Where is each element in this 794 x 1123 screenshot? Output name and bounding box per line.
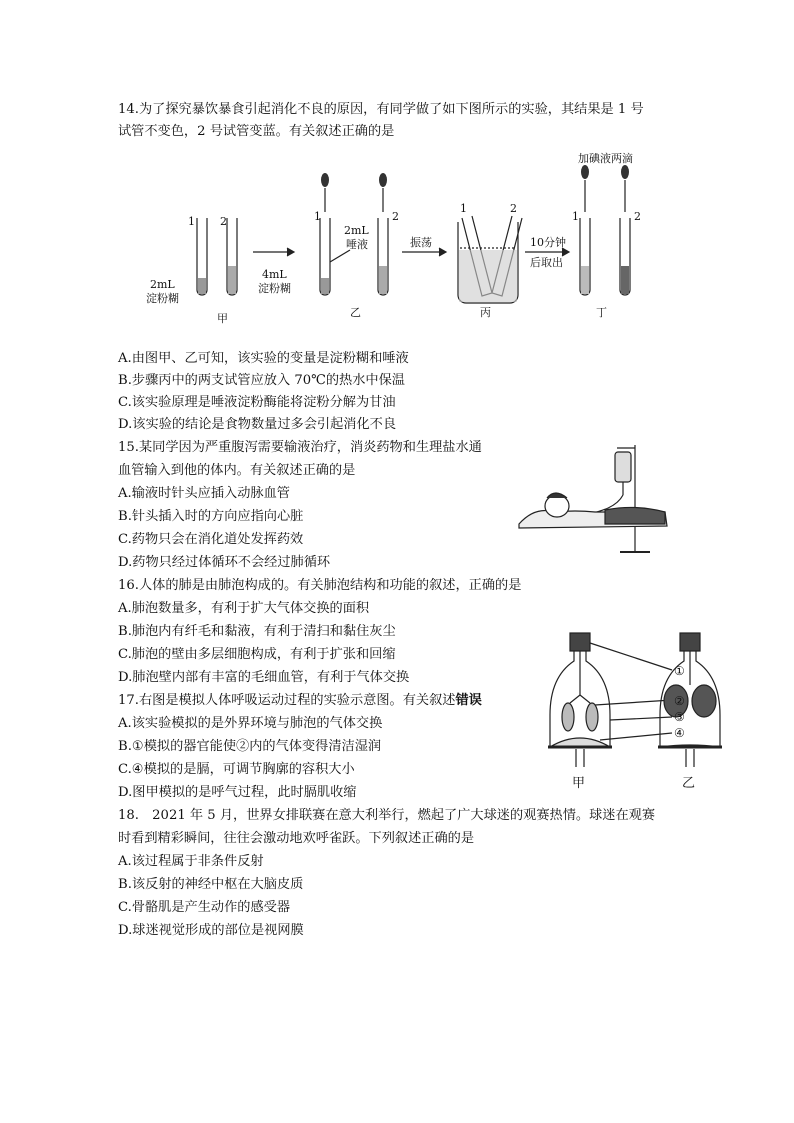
q16-option-a: A.肺泡数量多，有利于扩大气体交换的面积 [118, 601, 370, 616]
q15-option-b: B.针头插入时的方向应指向心脏 [118, 509, 304, 524]
yi-tube2-label: 2 [392, 210, 399, 223]
q14-option-b: B.步骤丙中的两支试管应放入 70℃的热水中保温 [118, 373, 405, 388]
iodine-label: 加碘液两滴 [578, 152, 633, 165]
q18-option-b: B.该反射的神经中枢在大脑皮质 [118, 877, 304, 892]
q15-option-d: D.药物只经过体循环不会经过肺循环 [118, 555, 331, 570]
take-out-label: 后取出 [530, 256, 563, 269]
q17-option-b: B.①模拟的器官能使②内的气体变得清洁湿润 [118, 739, 382, 754]
q18-stem-line2: 时看到精彩瞬间，往往会激动地欢呼雀跃。下列叙述正确的是 [118, 831, 475, 846]
caption-ding: 丁 [596, 306, 607, 319]
caption-bing: 丙 [480, 306, 491, 319]
q15-option-c: C.药物只会在消化道处发挥药效 [118, 532, 304, 547]
label-n3: ③ [674, 710, 685, 724]
q15-infusion-figure [515, 440, 685, 560]
q15-stem-line2: 血管输入到他的体内。有关叙述正确的是 [118, 463, 356, 478]
q17-option-a: A.该实验模拟的是外界环境与肺泡的气体交换 [118, 716, 383, 731]
ding-tube1-label: 1 [572, 210, 579, 223]
q14-option-d: D.该实验的结论是食物数量过多会引起消化不良 [118, 417, 397, 432]
q17-breathing-model-figure [540, 625, 740, 805]
q16-option-d: D.肺泡壁内部有丰富的毛细血管，有利于气体交换 [118, 670, 410, 685]
yi-tube1-label: 1 [314, 210, 321, 223]
caption-jia-17: 甲 [572, 776, 586, 791]
q17-stem-emphasis: 错误 [455, 693, 482, 708]
q16-option-c: C.肺泡的壁由多层细胞构成，有利于扩张和回缩 [118, 647, 396, 662]
q14-stem-line1: 14.为了探究暴饮暴食引起消化不良的原因，有同学做了如下图所示的实验，其结果是 1 号 [118, 102, 644, 117]
q18-stem-line1: 18. 2021 年 5 月，世界女排联赛在意大利举行，燃起了广大球迷的观赛热情。球迷在观赛 [118, 808, 656, 823]
jia-label-starch1: 淀粉糊 [146, 292, 179, 305]
q15-option-a: A.输液时针头应插入动脉血管 [118, 486, 290, 501]
label-n1: ① [674, 664, 685, 678]
jia-label-starch2: 淀粉糊 [258, 282, 291, 295]
caption-yi: 乙 [350, 306, 361, 319]
q17-option-d: D.图甲模拟的是呼气过程，此时膈肌收缩 [118, 785, 357, 800]
ten-min-label: 10分钟 [530, 236, 566, 249]
yi-saliva-2ml: 2mL [344, 224, 369, 237]
q15-stem-line1: 15.某同学因为严重腹泻需要输液治疗，消炎药物和生理盐水通 [118, 440, 482, 455]
jia-label-2ml: 2mL [150, 278, 175, 291]
q16-option-b: B.肺泡内有纤毛和黏液，有利于清扫和黏住灰尘 [118, 624, 396, 639]
shake-label: 振荡 [410, 236, 432, 249]
yi-saliva-label: 唾液 [346, 238, 368, 251]
bing-tube1-label: 1 [460, 202, 467, 215]
bing-tube2-label: 2 [510, 202, 517, 215]
ding-tube2-label: 2 [634, 210, 641, 223]
q18-option-d: D.球迷视觉形成的部位是视网膜 [118, 923, 304, 938]
q17-stem [118, 691, 482, 711]
caption-jia: 甲 [217, 312, 228, 325]
jia-label-4ml: 4mL [262, 268, 287, 281]
label-n2: ② [674, 694, 685, 708]
q16-stem: 16.人体的肺是由肺泡构成的。有关肺泡结构和功能的叙述，正确的是 [118, 578, 522, 593]
caption-yi-17: 乙 [682, 776, 696, 791]
q17-stem-text: 17.右图是模拟人体呼吸运动过程的实验示意图。有关叙述 [118, 693, 456, 708]
q14-option-c: C.该实验原理是唾液淀粉酶能将淀粉分解为甘油 [118, 395, 396, 410]
jia-tube1-label: 1 [188, 215, 195, 228]
jia-tube2-label: 2 [220, 215, 227, 228]
q18-option-c: C.骨骼肌是产生动作的感受器 [118, 900, 291, 915]
q18-option-a: A.该过程属于非条件反射 [118, 854, 264, 869]
q14-stem-line2: 试管不变色，2 号试管变蓝。有关叙述正确的是 [118, 124, 395, 139]
q14-option-a: A.由图甲、乙可知，该实验的变量是淀粉糊和唾液 [118, 351, 409, 366]
label-n4: ④ [674, 726, 685, 740]
q17-option-c: C.④模拟的是膈，可调节胸廓的容积大小 [118, 762, 355, 777]
q14-experiment-figure [140, 150, 670, 330]
